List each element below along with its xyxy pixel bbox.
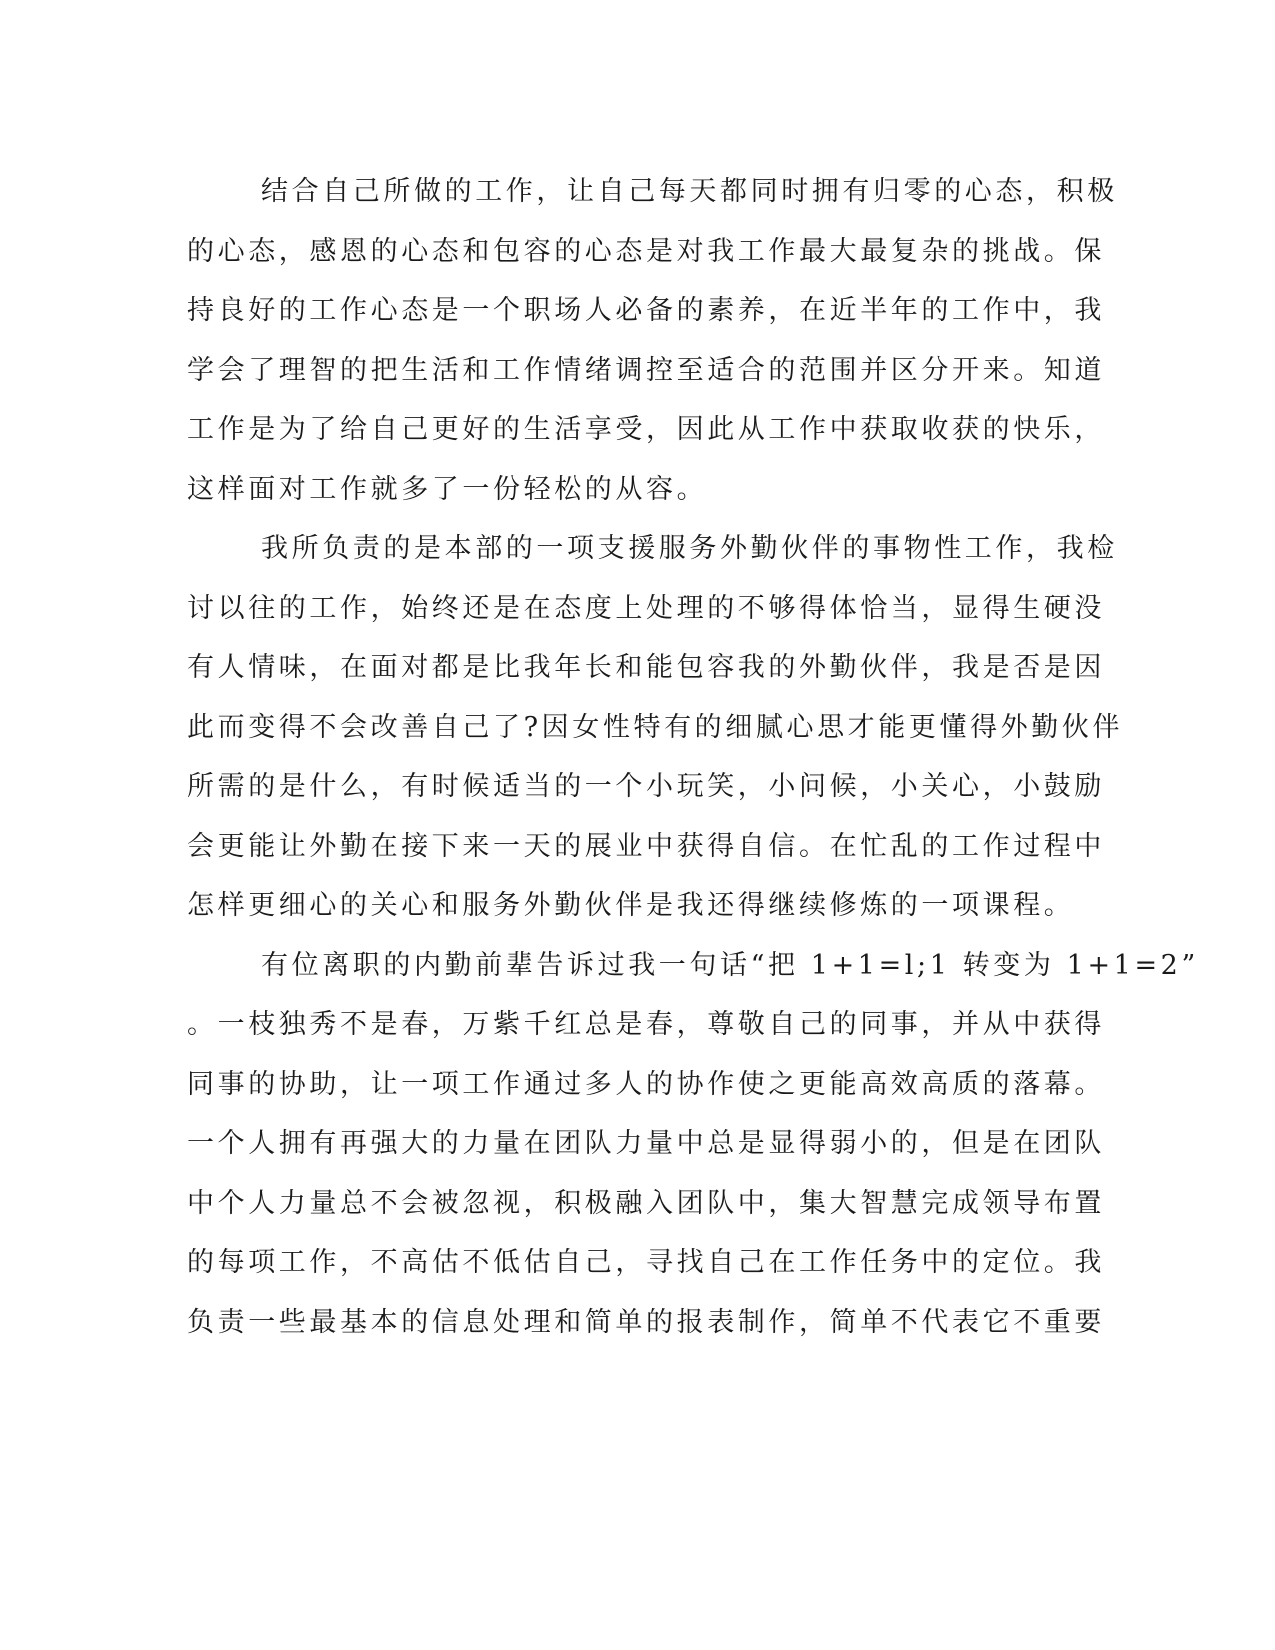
paragraph-3 (187, 936, 1199, 1353)
paragraph-2 (187, 519, 1124, 936)
paragraph-1 (187, 162, 1118, 519)
text-line: 讨以往的工作，始终还是在态度上处理的不够得体恰当，显得生硬没 (187, 592, 1105, 624)
text-line: 我所负责的是本部的一项支援服务外勤伙伴的事物性工作，我检 (261, 533, 1118, 564)
text-line: 的心态，感恩的心态和包容的心态是对我工作最大最复杂的挑战。保 (187, 235, 1105, 267)
text-line: 结合自己所做的工作，让自己每天都同时拥有归零的心态，积极 (261, 176, 1118, 207)
text-line: 有位离职的内勤前辈告诉过我一句话“把 1+1=l;1 转变为 1+1=2” (261, 949, 1199, 981)
text-line: 的每项工作，不高估不低估自己，寻找自己在工作任务中的定位。我 (187, 1247, 1105, 1278)
text-line: 此而变得不会改善自己了?因女性特有的细腻心思才能更懂得外勤伙伴 (187, 711, 1124, 743)
text-line: 所需的是什么，有时候适当的一个小玩笑，小问候，小关心，小鼓励 (187, 771, 1105, 802)
body-text (187, 162, 1199, 1352)
text-line: 中个人力量总不会被忽视，积极融入团队中，集大智慧完成领导布置 (187, 1187, 1105, 1219)
text-line: 会更能让外勤在接下来一天的展业中获得自信。在忙乱的工作过程中 (187, 830, 1105, 862)
text-line: 工作是为了给自己更好的生活享受，因此从工作中获取收获的快乐， (187, 414, 1105, 445)
text-line: 怎样更细心的关心和服务外勤伙伴是我还得继续修炼的一项课程。 (187, 890, 1075, 921)
text-line: 持良好的工作心态是一个职场人必备的素养，在近半年的工作中，我 (187, 295, 1105, 326)
text-line: 。一枝独秀不是春，万紫千红总是春，尊敬自己的同事，并从中获得 (187, 1009, 1105, 1040)
text-line: 有人情味，在面对都是比我年长和能包容我的外勤伙伴，我是否是因 (187, 652, 1105, 683)
text-line: 同事的协助，让一项工作通过多人的协作使之更能高效高质的落幕。 (187, 1068, 1105, 1100)
text-line: 负责一些最基本的信息处理和简单的报表制作，简单不代表它不重要 (187, 1306, 1105, 1338)
text-line: 学会了理智的把生活和工作情绪调控至适合的范围并区分开来。知道 (187, 354, 1105, 386)
text-line: 这样面对工作就多了一份轻松的从容。 (187, 473, 708, 505)
text-line: 一个人拥有再强大的力量在团队力量中总是显得弱小的，但是在团队 (187, 1128, 1105, 1159)
